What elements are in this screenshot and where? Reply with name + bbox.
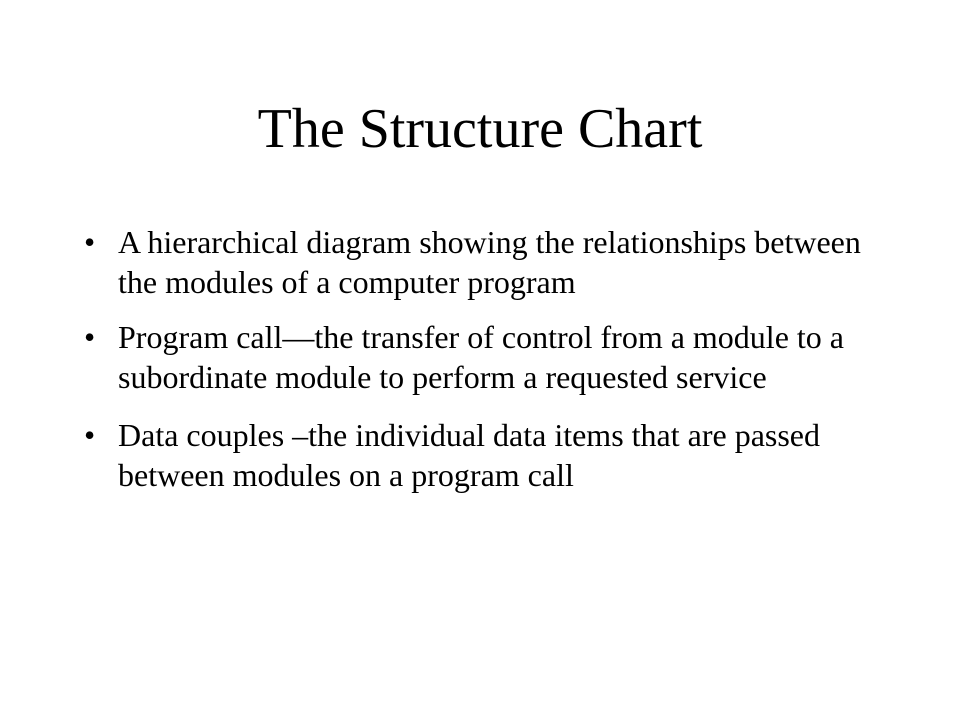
bullet-item — [80, 415, 900, 495]
bullet-text: Program call—the transfer of control from a module to a subordinate module to perform a requested service — [118, 319, 844, 395]
bullet-text: Data couples –the individual data items that are passed between modules on a program call — [118, 417, 820, 493]
bullet-item — [80, 222, 900, 302]
bullet-dot-icon: • — [84, 319, 96, 355]
bullet-dot-icon: • — [84, 417, 96, 453]
slide-title: The Structure Chart — [257, 98, 703, 160]
bullet-item — [80, 317, 900, 397]
bullet-dot-icon: • — [84, 224, 96, 260]
bullet-list — [80, 222, 900, 510]
bullet-text: A hierarchical diagram showing the relationships between the modules of a computer program — [118, 224, 861, 300]
